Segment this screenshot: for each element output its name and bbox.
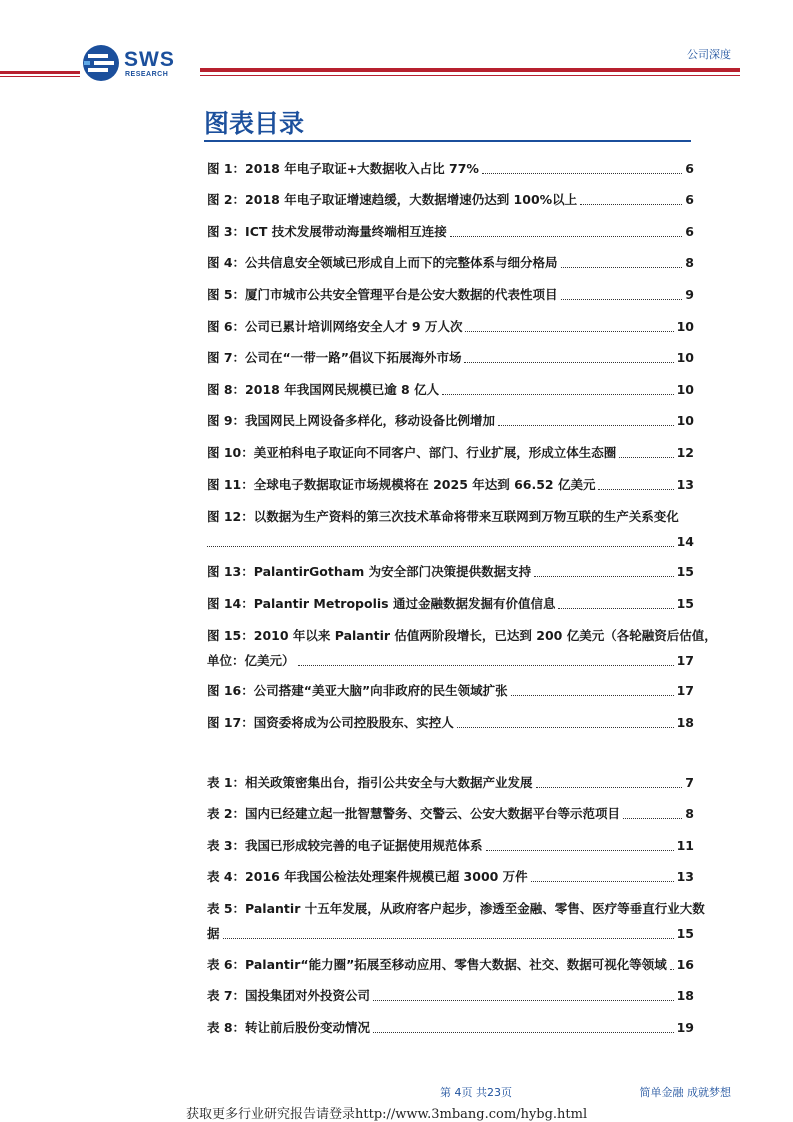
toc-entry[interactable] bbox=[207, 555, 694, 587]
header-rule-thin bbox=[0, 76, 80, 77]
toc-entry[interactable] bbox=[207, 246, 694, 278]
toc-entry[interactable] bbox=[207, 618, 717, 674]
toc-entry-label: 图 10：美亚柏科电子取证向不同客户、部门、行业扩展，形成立体生态圈 bbox=[207, 444, 617, 460]
toc-entry-label: 表 6：Palantir“能力圈”拓展至移动应用、零售大数据、社交、数据可视化等领域 bbox=[207, 956, 667, 972]
toc-entry[interactable] bbox=[207, 183, 694, 215]
page-number: 第 4页 共23页 bbox=[440, 1086, 512, 1099]
toc-entry-label: 图 6：公司已累计培训网络安全人才 9 万人次 bbox=[207, 318, 463, 334]
toc-entry-page: 16 bbox=[676, 956, 694, 972]
toc-entry-label: 图 14：Palantir Metropolis 通过金融数据发掘有价值信息 bbox=[207, 595, 556, 611]
toc-entry-page: 10 bbox=[676, 381, 694, 397]
toc-entry-label: 图 5：厦门市城市公共安全管理平台是公安大数据的代表性项目 bbox=[207, 286, 558, 302]
dot-leader bbox=[534, 576, 674, 577]
toc-entry-label: 表 4：2016 年我国公检法处理案件规模已超 3000 万件 bbox=[207, 869, 528, 885]
toc-entry-page: 13 bbox=[676, 869, 694, 885]
brand-subtitle: RESEARCH bbox=[125, 71, 169, 78]
sws-logo-icon bbox=[82, 44, 120, 82]
toc-entry[interactable] bbox=[207, 828, 694, 860]
dot-leader bbox=[511, 695, 674, 696]
header-rule bbox=[200, 68, 740, 72]
dot-leader bbox=[486, 850, 674, 851]
header-rule bbox=[0, 71, 80, 74]
title-underline bbox=[204, 140, 691, 142]
toc-title: 图表目录 bbox=[204, 109, 305, 138]
toc-entry[interactable] bbox=[207, 797, 694, 829]
dot-leader bbox=[558, 608, 673, 609]
toc-entry[interactable] bbox=[207, 674, 694, 706]
figure-list bbox=[207, 151, 717, 737]
toc-entry-continuation-line bbox=[207, 923, 694, 945]
toc-entry[interactable] bbox=[207, 499, 694, 555]
dot-leader bbox=[580, 204, 682, 205]
toc-entry-label: 图 16：公司搭建“美亚大脑”向非政府的民生领域扩张 bbox=[207, 683, 508, 699]
toc-entry-page: 10 bbox=[676, 413, 694, 429]
toc-entry-label: 图 7：公司在“一带一路”倡议下拓展海外市场 bbox=[207, 350, 462, 366]
dot-leader bbox=[561, 267, 683, 268]
toc-entry-page: 6 bbox=[685, 160, 694, 176]
toc-entry-label: 表 3：我国已形成较完善的电子证据使用规范体系 bbox=[207, 837, 483, 853]
dot-leader bbox=[498, 425, 674, 426]
toc-entry-label: 图 1：2018 年电子取证+大数据收入占比 77% bbox=[207, 160, 479, 176]
toc-entry-page: 18 bbox=[676, 988, 694, 1004]
toc-entry-page: 17 bbox=[676, 683, 694, 699]
dot-leader bbox=[561, 299, 683, 300]
dot-leader bbox=[223, 938, 674, 939]
page-header bbox=[0, 0, 793, 100]
dot-leader bbox=[536, 787, 683, 788]
toc-entry-label-continued: 单位：亿美元） bbox=[207, 652, 295, 668]
toc-entry-label: 图 2：2018 年电子取证增速趋缓，大数据增速仍达到 100%以上 bbox=[207, 192, 578, 208]
toc-entry-label-continued: 据 bbox=[207, 926, 220, 942]
toc-entry-label: 图 11：全球电子数据取证市场规模将在 2025 年达到 66.52 亿美元 bbox=[207, 476, 596, 492]
toc-entry-label: 表 5：Palantir 十五年发展，从政府客户起步，渗透至金融、零售、医疗等垂直行业大数 bbox=[207, 901, 705, 917]
table-of-figures bbox=[207, 151, 717, 1042]
promo-link[interactable]: 获取更多行业研究报告请登录http://www.3mbang.com/hybg.html bbox=[186, 1107, 588, 1122]
toc-entry-label: 图 9：我国网民上网设备多样化，移动设备比例增加 bbox=[207, 413, 496, 429]
toc-entry-page: 10 bbox=[676, 318, 694, 334]
toc-entry[interactable] bbox=[207, 586, 694, 618]
toc-entry[interactable] bbox=[207, 277, 694, 309]
dot-leader bbox=[623, 818, 682, 819]
toc-entry-continuation-line bbox=[207, 650, 694, 672]
toc-entry-page: 6 bbox=[685, 223, 694, 239]
toc-entry-continuation-line bbox=[207, 531, 694, 553]
table-list bbox=[207, 765, 705, 1042]
toc-entry-page: 7 bbox=[685, 774, 694, 790]
toc-entry-page: 15 bbox=[676, 564, 694, 580]
toc-entry-page: 15 bbox=[676, 926, 694, 942]
toc-entry-label: 图 12：以数据为生产资料的第三次技术革命将带来互联网到万物互联的生产关系变化 bbox=[207, 508, 679, 524]
footer-slogan: 简单金融 成就梦想 bbox=[639, 1086, 731, 1099]
dot-leader bbox=[619, 457, 673, 458]
toc-entry[interactable] bbox=[207, 309, 694, 341]
dot-leader bbox=[465, 331, 673, 332]
header-rule-thin bbox=[200, 75, 740, 76]
sws-logo bbox=[82, 44, 192, 84]
toc-entry-label: 图 17：国资委将成为公司控股股东、实控人 bbox=[207, 714, 454, 730]
toc-entry-label: 图 8：2018 年我国网民规模已逾 8 亿人 bbox=[207, 381, 440, 397]
dot-leader bbox=[670, 969, 674, 970]
toc-entry-label: 表 2：国内已经建立起一批智慧警务、交警云、公安大数据平台等示范项目 bbox=[207, 806, 621, 822]
dot-leader bbox=[531, 881, 674, 882]
toc-entry-label: 图 13：PalantirGotham 为安全部门决策提供数据支持 bbox=[207, 564, 532, 580]
toc-entry-label: 表 1：相关政策密集出台，指引公共安全与大数据产业发展 bbox=[207, 774, 533, 790]
toc-entry[interactable] bbox=[207, 214, 694, 246]
toc-entry-page: 8 bbox=[685, 255, 694, 271]
toc-entry-label: 图 15：2010 年以来 Palantir 估值两阶段增长，已达到 200 亿美元（各轮融资后估值， bbox=[207, 627, 717, 643]
dot-leader bbox=[457, 727, 674, 728]
toc-entry-page: 8 bbox=[685, 806, 694, 822]
toc-entry-page: 9 bbox=[685, 286, 694, 302]
toc-entry-label: 表 7：国投集团对外投资公司 bbox=[207, 988, 371, 1004]
toc-entry-page: 18 bbox=[676, 714, 694, 730]
toc-entry[interactable] bbox=[207, 947, 694, 979]
dot-leader bbox=[373, 1032, 674, 1033]
toc-entry[interactable] bbox=[207, 765, 694, 797]
toc-entry[interactable] bbox=[207, 1010, 694, 1042]
toc-entry[interactable] bbox=[207, 860, 694, 892]
toc-entry-page: 11 bbox=[676, 837, 694, 853]
toc-entry[interactable] bbox=[207, 372, 694, 404]
toc-entry[interactable] bbox=[207, 341, 694, 373]
toc-entry-page: 19 bbox=[676, 1020, 694, 1036]
toc-entry-label: 图 3：ICT 技术发展带动海量终端相互连接 bbox=[207, 223, 447, 239]
toc-entry[interactable] bbox=[207, 151, 694, 183]
toc-entry-page: 13 bbox=[676, 476, 694, 492]
dot-leader bbox=[450, 236, 683, 237]
dot-leader bbox=[373, 1000, 674, 1001]
dot-leader bbox=[207, 546, 674, 547]
dot-leader bbox=[298, 665, 674, 666]
toc-entry[interactable] bbox=[207, 891, 705, 947]
dot-leader bbox=[598, 489, 673, 490]
brand-name: SWS bbox=[124, 48, 175, 71]
toc-entry-page: 14 bbox=[676, 533, 694, 549]
toc-entry-page: 6 bbox=[685, 192, 694, 208]
toc-entry-page: 17 bbox=[676, 652, 694, 668]
toc-entry[interactable] bbox=[207, 467, 694, 499]
toc-entry-page: 15 bbox=[676, 595, 694, 611]
toc-entry-page: 12 bbox=[676, 444, 694, 460]
toc-entry[interactable] bbox=[207, 979, 694, 1011]
toc-entry-page: 10 bbox=[676, 350, 694, 366]
toc-entry-label: 图 4：公共信息安全领域已形成自上而下的完整体系与细分格局 bbox=[207, 255, 558, 271]
section-gap bbox=[207, 737, 694, 765]
toc-entry[interactable] bbox=[207, 404, 694, 436]
toc-entry-label: 表 8：转让前后股份变动情况 bbox=[207, 1020, 371, 1036]
dot-leader bbox=[482, 173, 682, 174]
toc-entry[interactable] bbox=[207, 705, 694, 737]
dot-leader bbox=[442, 394, 674, 395]
dot-leader bbox=[464, 362, 673, 363]
document-type: 公司深度 bbox=[687, 48, 731, 61]
toc-entry[interactable] bbox=[207, 435, 694, 467]
